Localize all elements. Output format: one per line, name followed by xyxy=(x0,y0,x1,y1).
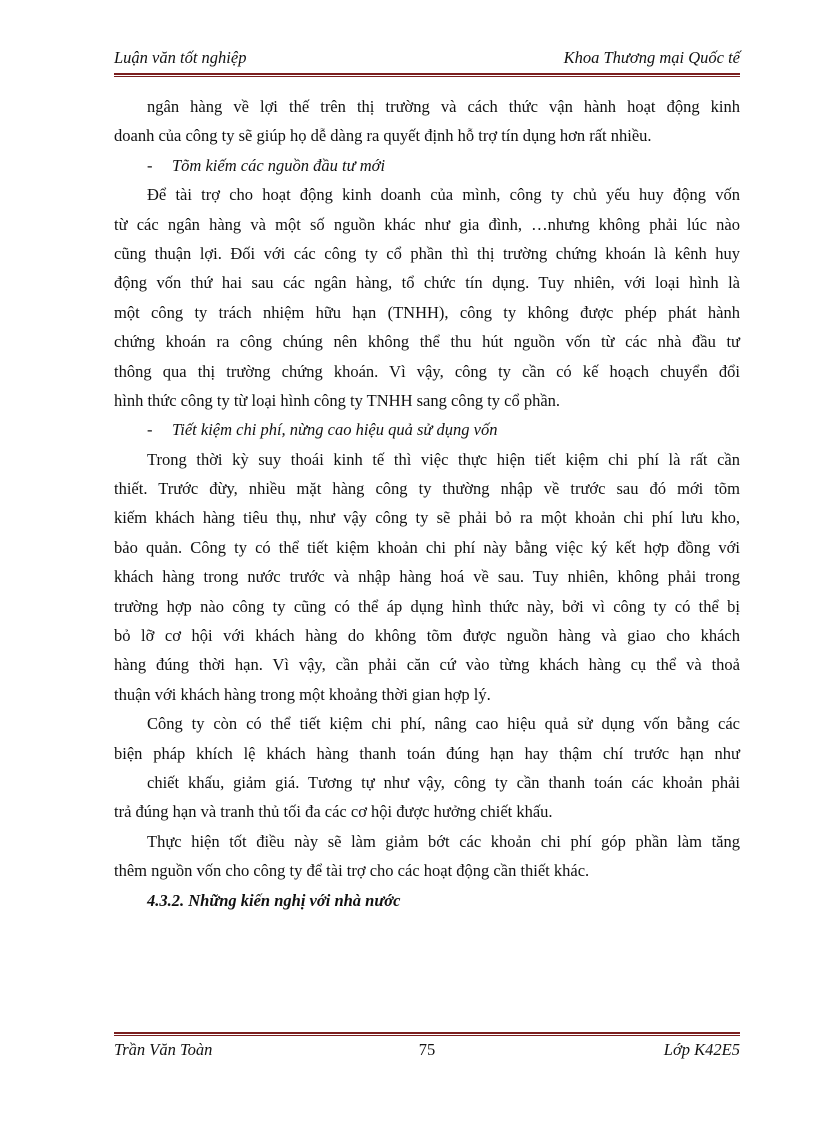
text-line: thêm nguồn vốn cho công ty để tài trợ cho các hoạt động cần thiết khác. xyxy=(114,861,590,881)
page-footer xyxy=(114,1040,740,1062)
text-line: động vốn thứ hai sau các ngân hàng, tổ chức tín dụng. Tuy nhiên, với loại hình là xyxy=(114,273,740,293)
text-line: hàng đúng thời hạn. Vì vậy, cần phải căn cứ vào từng khách hàng cụ thể và thoả xyxy=(114,655,740,675)
bullet-item xyxy=(114,415,740,444)
text-line: thông qua thị trường chứng khoán. Vì vậy, công ty cần có kế hoạch chuyển đổi xyxy=(114,361,740,381)
bullet-dash: - xyxy=(147,155,153,175)
document-body xyxy=(114,92,740,915)
footer-rule xyxy=(114,1032,740,1036)
header-rule xyxy=(114,73,740,77)
text-line: Thực hiện tốt điều này sẽ làm giảm bớt các khoản chi phí góp phần làm tăng xyxy=(147,831,740,851)
page-header xyxy=(114,48,740,70)
text-line: thiết. Trước đừy, nhiều mặt hàng công ty thường nhập về trước sau đó mới tõm xyxy=(114,479,740,499)
text-line: biện pháp khích lệ khách hàng thanh toán đúng hạn hay thậm chí trước hạn như xyxy=(114,743,740,763)
section-heading: 4.3.2. Những kiến nghị với nhà nước xyxy=(147,890,401,910)
header-thesis-title: Luận văn tốt nghiệp xyxy=(114,48,247,67)
header-faculty: Khoa Thương mại Quốc tế xyxy=(563,48,740,67)
bullet-item xyxy=(114,151,740,180)
footer-class: Lớp K42E5 xyxy=(663,1040,740,1059)
text-line: trả đúng hạn và tranh thủ tối đa các cơ hội được hưởng chiết khấu. xyxy=(114,802,553,822)
text-line: một công ty trách nhiệm hữu hạn (TNHH), công ty không được phép phát hành xyxy=(114,302,740,322)
text-line: kiếm khách hàng tiêu thụ, như vậy công ty sẽ phải bỏ ra một khoản chi phí lưu kho, xyxy=(114,508,740,528)
text-line: chiết khấu, giảm giá. Tương tự như vậy, công ty cần thanh toán các khoản phải xyxy=(147,772,740,792)
bullet-text: Tiết kiệm chi phí, nừng cao hiệu quả sử dụng vốn xyxy=(172,420,498,440)
text-line: khách hàng trong nước trước và nhập hàng hoá về sau. Tuy nhiên, không phải trong xyxy=(114,567,740,587)
text-line: bảo quản. Công ty có thể tiết kiệm khoản chi phí này bằng việc ký kết hợp đồng với xyxy=(114,537,740,557)
text-line: chứng khoán ra công chúng nên không thể thu hút nguồn vốn từ các nhà đầu tư xyxy=(114,332,740,352)
text-line: từ các ngân hàng và một số nguồn khác như gia đình, …nhưng không phải lúc nào xyxy=(114,214,740,234)
text-line: Để tài trợ cho hoạt động kinh doanh của mình, công ty chủ yếu huy động vốn xyxy=(147,185,740,205)
text-line: Trong thời kỳ suy thoái kinh tế thì việc thực hiện tiết kiệm chi phí là rất cần xyxy=(147,449,740,469)
text-line: trường hợp nào công ty cũng có thể áp dụng hình thức này, bởi vì công ty có thể bị xyxy=(114,596,740,616)
text-line: cũng thuận lợi. Đối với các công ty cổ phần thì thị trường chứng khoán là kênh huy xyxy=(114,243,740,263)
page-number: 75 xyxy=(418,1040,436,1059)
text-line: thuận với khách hàng trong một khoảng thời gian hợp lý. xyxy=(114,684,491,704)
text-line: doanh của công ty sẽ giúp họ dễ dàng ra quyết định hỗ trợ tín dụng hơn rất nhiều. xyxy=(114,126,652,146)
footer-author: Trần Văn Toàn xyxy=(114,1040,213,1059)
text-line: bỏ lỡ cơ hội với khách hàng do không tõm được nguồn hàng và giao cho khách xyxy=(114,626,740,646)
text-line: Công ty còn có thể tiết kiệm chi phí, nâng cao hiệu quả sử dụng vốn bằng các xyxy=(147,714,740,734)
text-line: hình thức công ty từ loại hình công ty TNHH sang công ty cổ phần. xyxy=(114,390,561,410)
bullet-dash: - xyxy=(147,420,153,440)
text-line: ngân hàng về lợi thế trên thị trường và cách thức vận hành hoạt động kinh xyxy=(147,97,740,116)
bullet-text: Tõm kiếm các nguồn đầu tư mới xyxy=(172,155,386,175)
